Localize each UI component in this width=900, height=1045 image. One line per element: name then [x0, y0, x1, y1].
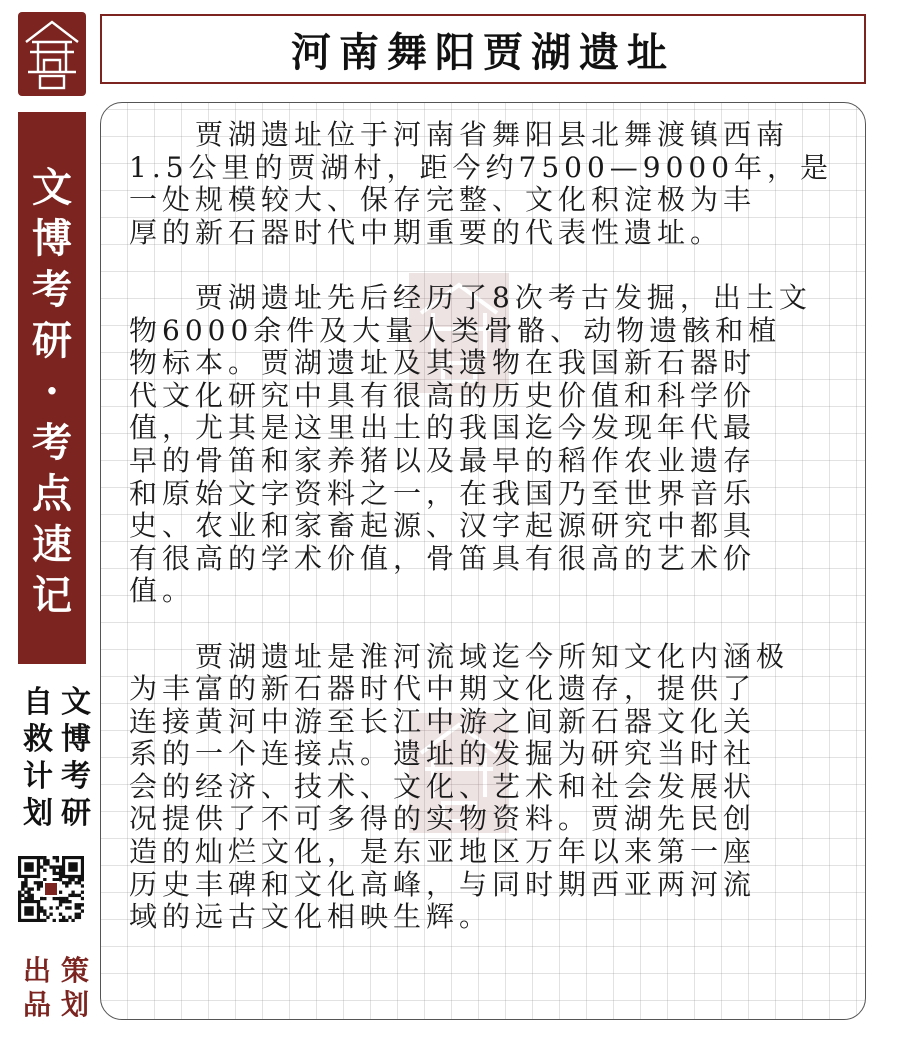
side-banner	[18, 112, 86, 664]
side-column-1	[58, 684, 94, 834]
banner-char: 博	[32, 215, 72, 262]
text-line: 造的灿烂文化，是东亚地区万年以来第一座	[129, 835, 757, 869]
vertical-char: 划	[23, 796, 53, 831]
banner-char: 研	[32, 317, 72, 364]
vertical-char: 计	[23, 759, 53, 794]
banner-char: 记	[32, 572, 72, 619]
vertical-char: 品	[22, 988, 51, 1021]
side-columns	[14, 684, 94, 834]
text-line: 贾湖遗址先后经历了8次考古发掘，出土文	[129, 280, 812, 314]
vertical-char: 划	[60, 988, 89, 1021]
text-line: 一处规模较大、保存完整、文化积淀极为丰	[129, 183, 757, 217]
text-line: 物6000余件及大量人类骨骼、动物遗骸和植	[129, 313, 782, 347]
text-line: 早的骨笛和家养猪以及最早的稻作农业遗存	[129, 443, 757, 477]
vertical-char: 文	[61, 685, 91, 720]
banner-char: 考	[32, 266, 72, 313]
vertical-char: 博	[61, 722, 91, 757]
text-line: 物标本。贾湖遗址及其遗物在我国新石器时	[129, 346, 757, 380]
text-line: 1.5公里的贾湖村，距今约7500—9000年，是	[129, 150, 834, 184]
text-line: 厚的新石器时代中期重要的代表性遗址。	[129, 215, 724, 249]
content-panel	[100, 102, 866, 1020]
text-line: 史、农业和家畜起源、汉字起源研究中都具	[129, 509, 757, 543]
text-line: 会的经济、技术、文化、艺术和社会发展状	[129, 769, 757, 803]
paragraph-gap	[129, 608, 845, 641]
vertical-char: 考	[61, 759, 91, 794]
text-line: 连接黄河中游至长江中游之间新石器文化关	[129, 704, 757, 738]
title-box	[100, 14, 866, 84]
text-line: 为丰富的新石器时代中期文化遗存，提供了	[129, 672, 757, 706]
banner-char: 速	[32, 521, 72, 568]
credit-columns	[14, 954, 92, 1026]
qr-code-icon	[18, 856, 84, 922]
text-line: 况提供了不可多得的实物资料。贾湖先民创	[129, 802, 757, 836]
vertical-char: 出	[22, 954, 51, 987]
banner-text	[18, 162, 86, 621]
vertical-char: 策	[60, 954, 89, 987]
text-line: 值，尤其是这里出土的我国迄今发现年代最	[129, 411, 757, 445]
paragraph-gap	[129, 249, 845, 282]
page-title: 河南舞阳贾湖遗址	[291, 28, 675, 76]
banner-char: 考	[32, 419, 72, 466]
text-line: 有很高的学术价值，骨笛具有很高的艺术价	[129, 541, 757, 575]
banner-char: 文	[32, 164, 72, 211]
article-body	[129, 119, 845, 934]
text-line: 贾湖遗址位于河南省舞阳县北舞渡镇西南	[129, 118, 790, 151]
side-column-2	[20, 684, 56, 834]
vertical-char: 研	[61, 796, 91, 831]
banner-char: ·	[45, 368, 59, 415]
text-line: 贾湖遗址是淮河流域迄今所知文化内涵极	[129, 639, 790, 673]
text-line: 和原始文字资料之一，在我国乃至世界音乐	[129, 476, 757, 510]
gate-logo-icon	[18, 12, 86, 96]
vertical-char: 救	[23, 722, 53, 757]
text-line: 域的远古文化相映生辉。	[129, 900, 493, 934]
text-line: 值。	[129, 574, 196, 608]
text-line: 代文化研究中具有很高的历史价值和科学价	[129, 378, 757, 412]
credit-column-1	[58, 954, 92, 1026]
credit-column-2	[20, 954, 54, 1026]
text-line: 历史丰碑和文化高峰，与同时期西亚两河流	[129, 867, 757, 901]
vertical-char: 自	[23, 685, 53, 720]
banner-char: 点	[32, 470, 72, 517]
text-line: 系的一个连接点。遗址的发掘为研究当时社	[129, 737, 757, 771]
